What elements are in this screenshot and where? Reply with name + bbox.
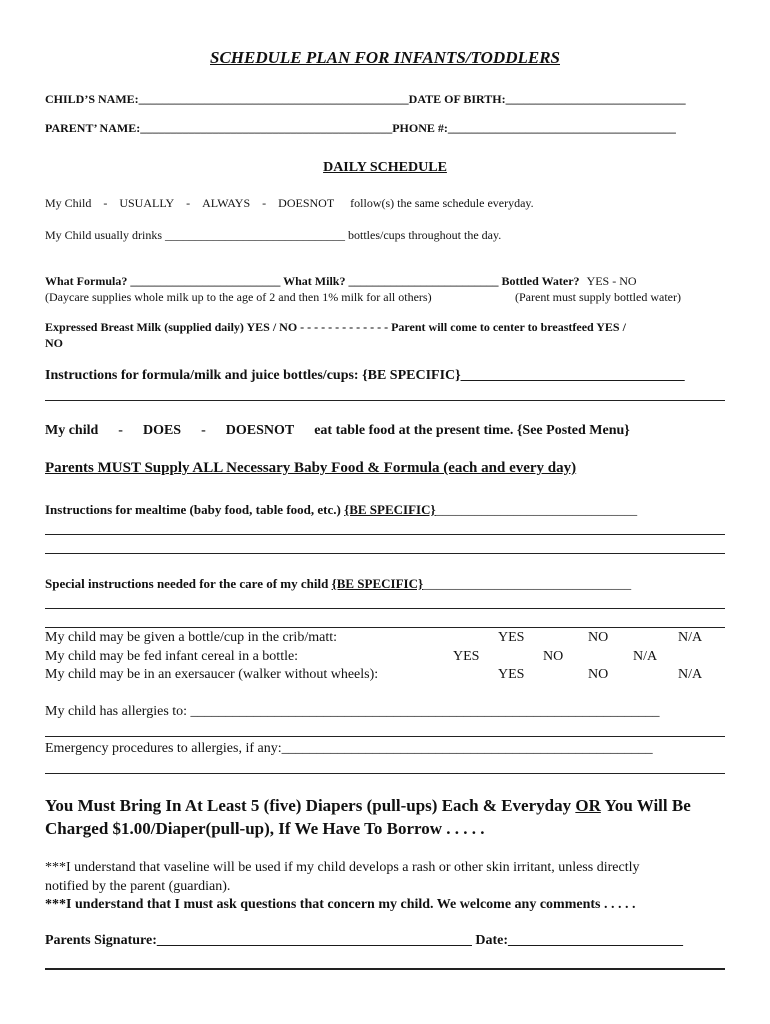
bottled-water-note: (Parent must supply bottled water) (515, 290, 681, 304)
breast-milk-line-2[interactable]: NO (45, 336, 63, 350)
table-food-suffix: eat table food at the present time. {See Posted Menu} (314, 423, 630, 438)
schedule-consistency-row (45, 196, 534, 211)
diaper-notice-or: OR (575, 796, 601, 815)
diaper-notice-text-end: You Will Be (600, 796, 691, 815)
form-title: SCHEDULE PLAN FOR INFANTS/TODDLERS (210, 48, 560, 67)
daily-schedule-heading: DAILY SCHEDULE (323, 160, 447, 175)
permission-label-exersaucer: My child may be in an exersaucer (walker without wheels): (45, 667, 379, 682)
permission-exersaucer-na[interactable]: N/A (678, 667, 703, 682)
option-always[interactable]: ALWAYS (202, 196, 251, 210)
option-usually[interactable]: USUALLY (119, 196, 175, 210)
permission-label-crib: My child may be given a bottle/cup in the crib/matt: (45, 630, 337, 645)
permission-crib-yes[interactable]: YES (498, 630, 525, 645)
signature-field[interactable]: Parents Signature:_____________________________________________ Date:_________________________ (45, 933, 684, 948)
parents-must-supply-notice: Parents MUST Supply ALL Necessary Baby Food & Formula (each and every day) (45, 460, 577, 476)
mealtime-blank[interactable]: _______________________________ (435, 502, 638, 517)
blank-line[interactable] (45, 736, 725, 737)
dash: - (103, 196, 108, 210)
schedule-suffix: follow(s) the same schedule everyday. (350, 196, 534, 210)
mealtime-instructions-field[interactable] (45, 502, 637, 518)
permission-cereal-no[interactable]: NO (543, 649, 564, 664)
blank-line[interactable] (45, 400, 725, 401)
option-doesnot[interactable]: DOESNOT (225, 423, 295, 438)
blank-line[interactable] (45, 608, 725, 609)
dash: - (118, 423, 123, 438)
table-food-row (45, 423, 630, 439)
bottled-water-yes-no[interactable]: YES - NO (586, 274, 637, 288)
permission-label-cereal: My child may be fed infant cereal in a bottle: (45, 649, 299, 664)
footer-divider (45, 968, 725, 970)
diaper-notice-line-2: Charged $1.00/Diaper(pull-up), If We Have To Borrow . . . . . (45, 819, 485, 838)
bottle-instructions-field[interactable]: Instructions for formula/milk and juice bottles/cups: {BE SPECIFIC}________________________________ (45, 368, 685, 383)
permission-exersaucer-no[interactable]: NO (588, 667, 609, 682)
mealtime-label: Instructions for mealtime (baby food, table food, etc.) (45, 502, 345, 517)
daycare-milk-note: (Daycare supplies whole milk up to the age of 2 and then 1% milk for all others) (45, 290, 432, 304)
dash: - (262, 196, 267, 210)
schedule-prefix: My Child (45, 196, 92, 210)
vaseline-notice: ***I understand that vaseline will be used if my child develops a rash or other skin irritant, unless directly (45, 860, 640, 875)
parent-name-field[interactable]: PARENT’ NAME:__________________________________________PHONE #:______________________________________ (45, 121, 676, 135)
blank-line[interactable] (45, 553, 725, 554)
diaper-notice-line-1 (45, 796, 691, 816)
allergies-field[interactable]: My child has allergies to: ___________________________________________________________________ (45, 704, 660, 719)
child-name-field[interactable]: CHILD’S NAME:_____________________________________________DATE OF BIRTH:______________________________ (45, 92, 686, 106)
permission-cereal-na[interactable]: N/A (633, 649, 658, 664)
questions-notice: ***I understand that I must ask questions that concern my child. We welcome any comments . . . . . (45, 897, 636, 912)
blank-line[interactable] (45, 627, 725, 628)
table-food-prefix: My child (45, 423, 99, 438)
drinks-field[interactable]: My Child usually drinks ______________________________ bottles/cups throughout the day. (45, 228, 502, 242)
permission-crib-na[interactable]: N/A (678, 630, 703, 645)
be-specific: {BE SPECIFIC} (344, 502, 436, 517)
permission-crib-no[interactable]: NO (588, 630, 609, 645)
breast-milk-line[interactable]: Expressed Breast Milk (supplied daily) YES / NO - - - - - - - - - - - - - Parent will come to center to breastfeed YES / (45, 320, 626, 334)
be-specific: {BE SPECIFIC} (331, 576, 424, 591)
permission-cereal-yes[interactable]: YES (453, 649, 480, 664)
special-blank[interactable]: ________________________________ (423, 576, 632, 591)
permission-exersaucer-yes[interactable]: YES (498, 667, 525, 682)
diaper-notice-text: You Must Bring In At Least 5 (five) Diapers (pull-ups) Each & Everyday (45, 796, 576, 815)
blank-line[interactable] (45, 534, 725, 535)
special-instructions-field[interactable] (45, 576, 631, 592)
dash: - (186, 196, 191, 210)
option-does[interactable]: DOES (142, 423, 182, 438)
special-label: Special instructions needed for the care of my child (45, 576, 332, 591)
vaseline-notice-2: notified by the parent (guardian). (45, 879, 231, 894)
option-doesnot[interactable]: DOESNOT (278, 196, 335, 210)
formula-milk-label[interactable]: What Formula? _________________________ What Milk? _________________________ Bottled Water? (45, 274, 580, 288)
emergency-procedures-field[interactable]: Emergency procedures to allergies, if any:_____________________________________________________ (45, 741, 653, 756)
blank-line[interactable] (45, 773, 725, 774)
formula-milk-field[interactable] (45, 274, 637, 289)
dash: - (201, 423, 206, 438)
